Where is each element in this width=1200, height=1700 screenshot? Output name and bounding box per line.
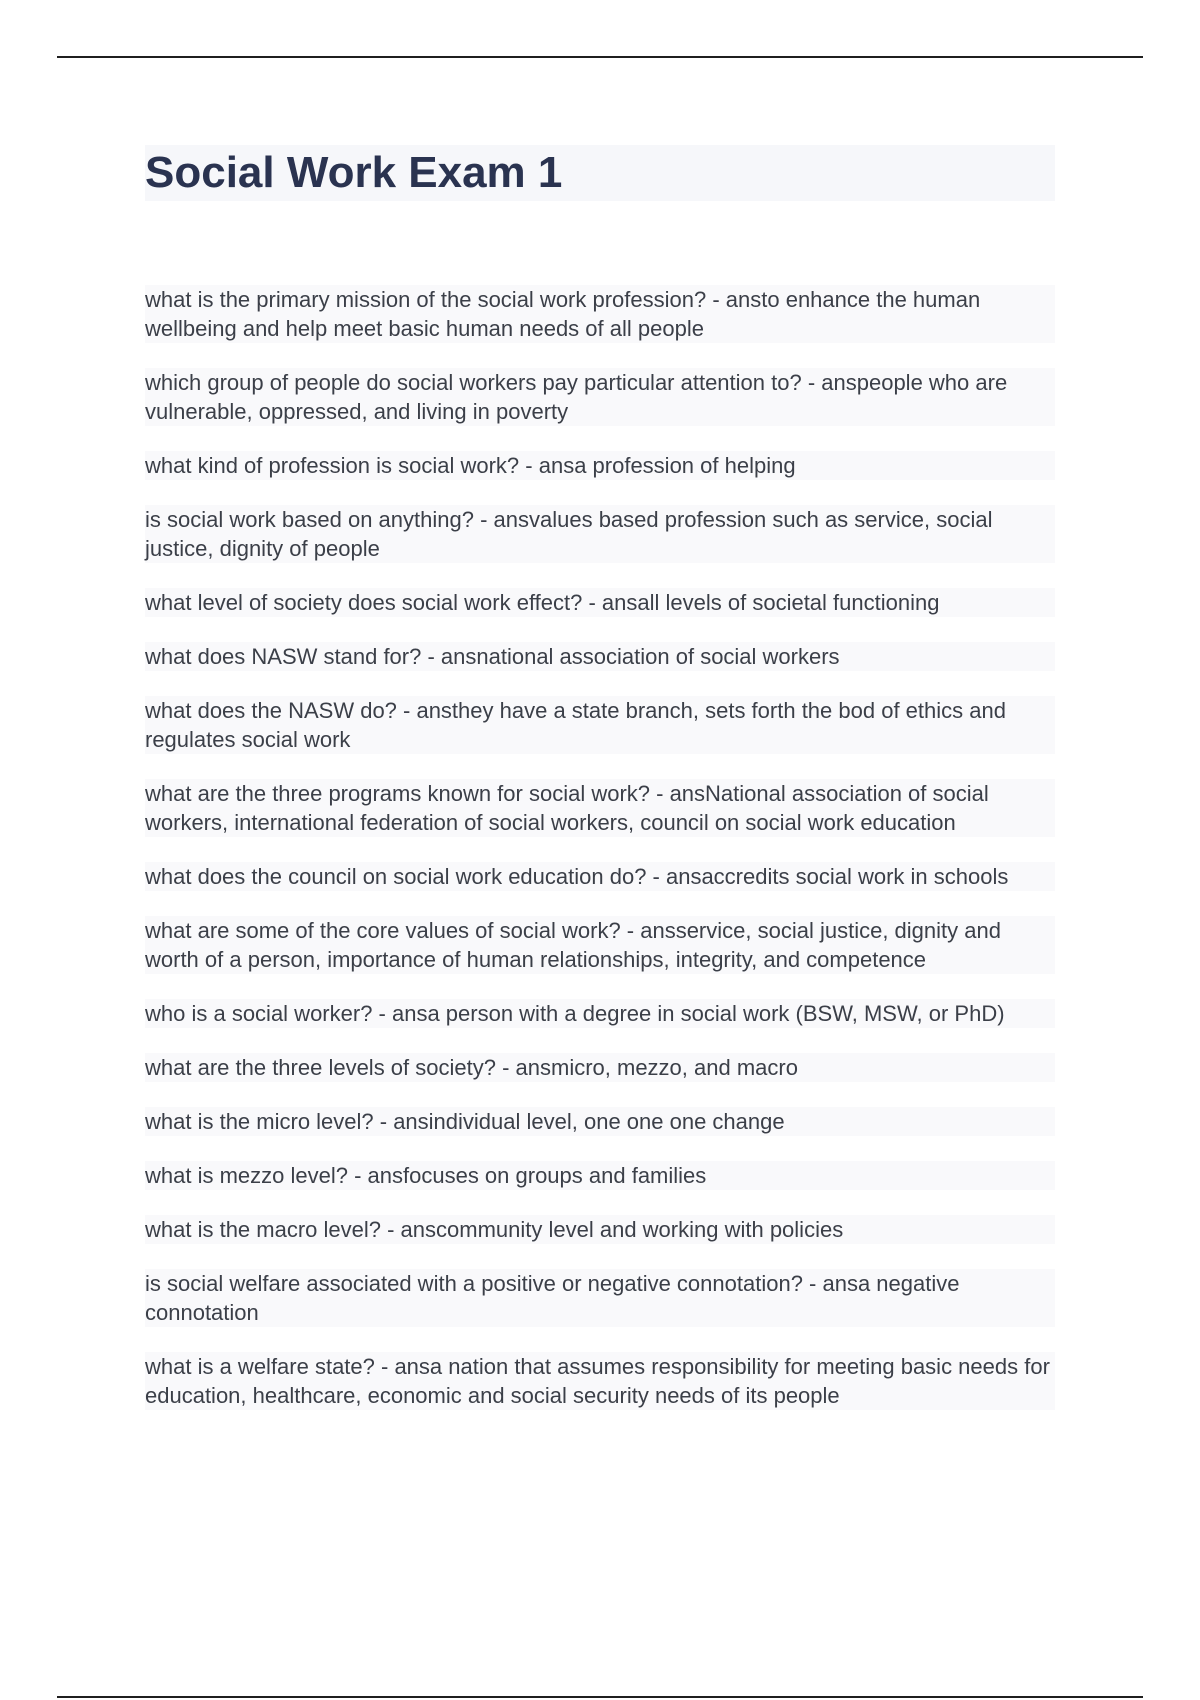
qa-text: what is a welfare state? - ansa nation that assumes responsibility for meeting basic needs for education, healthcare, economic and social security needs of its people: [145, 1354, 1050, 1408]
qa-text: is social work based on anything? - ansvalues based profession such as service, social justice, dignity of people: [145, 507, 993, 561]
qa-item: [145, 696, 1055, 754]
qa-text: who is a social worker? - ansa person with a degree in social work (BSW, MSW, or PhD): [145, 1001, 1005, 1026]
title-band: [145, 145, 1055, 201]
document-body: [145, 145, 1055, 1435]
qa-item: [145, 1269, 1055, 1327]
qa-text: what does the NASW do? - ansthey have a state branch, sets forth the bod of ethics and regulates social work: [145, 698, 1006, 752]
qa-text: what is the micro level? - ansindividual level, one one one change: [145, 1109, 785, 1134]
qa-item: [145, 1215, 1055, 1244]
qa-text: what is the primary mission of the social work profession? - ansto enhance the human wellbeing and help meet basic human needs of all people: [145, 287, 981, 341]
qa-text: what does the council on social work education do? - ansaccredits social work in schools: [145, 864, 1009, 889]
qa-text: what is the macro level? - anscommunity level and working with policies: [145, 1217, 844, 1242]
qa-list: [145, 285, 1055, 1410]
qa-text: what kind of profession is social work? - ansa profession of helping: [145, 453, 796, 478]
qa-text: what are the three levels of society? - ansmicro, mezzo, and macro: [145, 1055, 798, 1080]
qa-text: is social welfare associated with a positive or negative connotation? - ansa negative connotation: [145, 1271, 960, 1325]
qa-item: [145, 588, 1055, 617]
qa-item: [145, 642, 1055, 671]
qa-item: [145, 368, 1055, 426]
bottom-rule: [57, 1696, 1143, 1698]
qa-text: what are the three programs known for social work? - ansNational association of social workers, international federation of social workers, council on social work education: [145, 781, 989, 835]
qa-item: [145, 285, 1055, 343]
qa-item: [145, 505, 1055, 563]
qa-item: [145, 451, 1055, 480]
qa-text: what does NASW stand for? - ansnational association of social workers: [145, 644, 840, 669]
top-rule: [57, 56, 1143, 58]
qa-item: [145, 916, 1055, 974]
qa-text: which group of people do social workers pay particular attention to? - anspeople who are vulnerable, oppressed, and living in poverty: [145, 370, 1008, 424]
qa-item: [145, 999, 1055, 1028]
qa-text: what are some of the core values of social work? - ansservice, social justice, dignity and worth of a person, importance of human relationships, integrity, and competence: [145, 918, 1001, 972]
qa-item: [145, 1053, 1055, 1082]
qa-item: [145, 862, 1055, 891]
qa-text: what is mezzo level? - ansfocuses on groups and families: [145, 1163, 707, 1188]
qa-item: [145, 1161, 1055, 1190]
qa-item: [145, 1352, 1055, 1410]
document-title: Social Work Exam 1: [145, 148, 563, 197]
qa-item: [145, 779, 1055, 837]
qa-text: what level of society does social work effect? - ansall levels of societal functioning: [145, 590, 940, 615]
qa-item: [145, 1107, 1055, 1136]
